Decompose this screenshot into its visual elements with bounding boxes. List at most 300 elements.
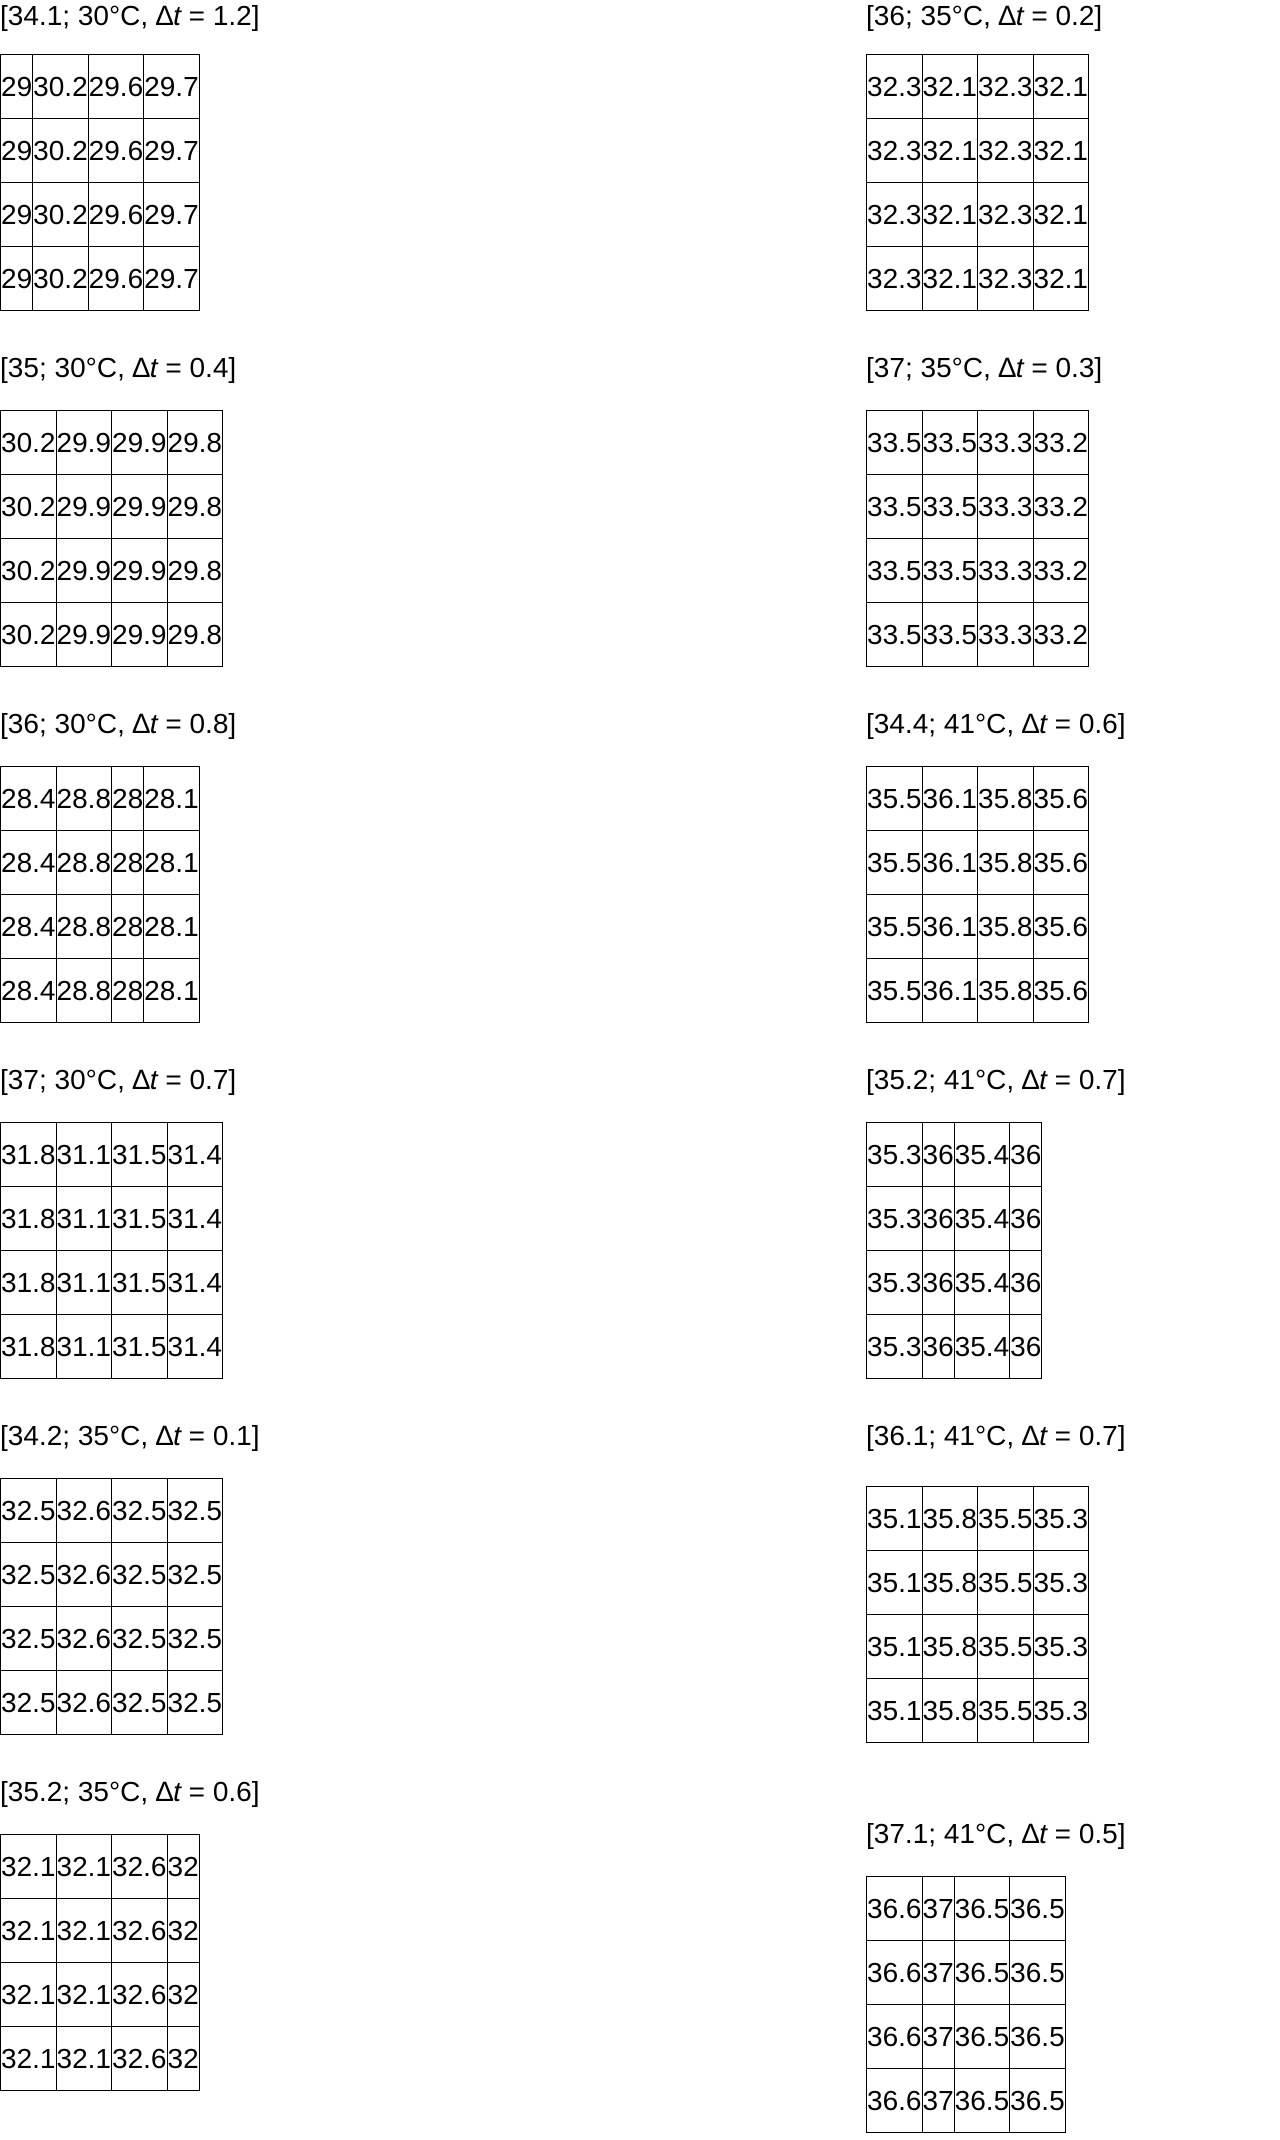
table-cell: 32.5 [167,1479,223,1543]
data-table [0,410,223,667]
table-cell: 36.6 [867,2069,923,2133]
table-cell: 32.1 [1,2027,57,2091]
table-cell: 36 [1010,1123,1042,1187]
table-row [1,1251,223,1315]
data-table [866,410,1089,667]
table-row [867,1487,1089,1551]
table-cell: 29.8 [167,411,223,475]
caption-temp: 41°C [943,1818,1007,1849]
block-caption: [37.1; 41°C, ∆t = 0.5] [866,1818,1126,1849]
caption-temp: 35°C [920,352,984,383]
data-table [0,766,200,1023]
table-cell: 35.5 [978,1615,1034,1679]
data-table [0,1834,200,2091]
table-cell: 35.3 [1033,1487,1089,1551]
table-cell: 35.5 [867,767,923,831]
caption-dt: 0.3 [1055,352,1095,383]
table-row [867,959,1089,1023]
block-caption: [35.2; 41°C, ∆t = 0.7] [866,1064,1126,1095]
table-cell: 30.2 [1,539,57,603]
table-cell: 29.6 [88,119,144,183]
table-cell: 33.5 [922,411,978,475]
table-cell: 28.8 [56,895,112,959]
table-cell: 29.6 [88,55,144,119]
table-cell: 32.1 [1,1835,57,1899]
table-cell: 28.4 [1,831,57,895]
table-cell: 29.7 [144,119,200,183]
caption-temp: 30°C [54,352,118,383]
table-cell: 33.5 [922,475,978,539]
table-cell: 35.5 [867,831,923,895]
table-cell: 35.3 [1033,1551,1089,1615]
table-row [1,1671,223,1735]
table-cell: 35.3 [867,1123,923,1187]
table-cell: 32.6 [112,1963,168,2027]
caption-temp: 30°C [54,1064,118,1095]
table-row [867,411,1089,475]
table-cell: 36 [1010,1187,1042,1251]
table-row [1,247,200,311]
table-cell: 29.9 [56,411,112,475]
table-row [867,1877,1066,1941]
caption-dt: 0.6 [212,1776,252,1807]
table-cell: 36.6 [867,2005,923,2069]
table-row [1,959,200,1023]
table-row [867,539,1089,603]
table-cell: 30.2 [33,247,89,311]
table-cell: 31.4 [167,1123,223,1187]
caption-dt: 1.2 [212,0,252,31]
caption-temp: 41°C [943,1064,1007,1095]
table-cell: 36 [922,1187,954,1251]
table-cell: 30.2 [33,119,89,183]
table-row [1,1543,223,1607]
caption-temp: 30°C [77,0,141,31]
table-row [867,1941,1066,2005]
table-cell: 28.1 [144,959,200,1023]
table-cell: 35.5 [867,959,923,1023]
table-cell: 32.5 [112,1607,168,1671]
table-cell: 33.3 [978,539,1034,603]
table-cell: 36.1 [922,895,978,959]
table-cell: 33.3 [978,411,1034,475]
caption-dt: 0.1 [212,1420,252,1451]
table-cell: 32 [167,1899,199,1963]
table-cell: 31.1 [56,1251,112,1315]
table-cell: 31.5 [112,1251,168,1315]
table-cell: 31.5 [112,1315,168,1379]
table-cell: 35.1 [867,1679,923,1743]
table-cell: 32.6 [112,1899,168,1963]
table-cell: 29.9 [112,475,168,539]
table-row [1,1899,200,1963]
data-table [866,766,1089,1023]
caption-dt: 0.8 [189,708,229,739]
table-cell: 36.5 [1010,2005,1066,2069]
table-cell: 35.3 [867,1251,923,1315]
caption-label: 35 [7,352,39,383]
table-cell: 35.6 [1033,895,1089,959]
table-cell: 32.5 [1,1479,57,1543]
block-caption: [34.1; 30°C, ∆t = 1.2] [0,0,260,31]
table-row [1,1963,200,2027]
block-caption: [35.2; 35°C, ∆t = 0.6] [0,1776,260,1807]
table-row [867,119,1089,183]
table-cell: 35.8 [978,959,1034,1023]
table-cell: 35.5 [978,1551,1034,1615]
table-row [867,2069,1066,2133]
caption-dt: 0.2 [1055,0,1095,31]
table-cell: 36.1 [922,831,978,895]
table-cell: 30.2 [33,55,89,119]
table-cell: 32.1 [1,1963,57,2027]
table-row [1,55,200,119]
table-cell: 32.1 [922,55,978,119]
table-cell: 28.1 [144,831,200,895]
table-cell: 32.5 [1,1671,57,1735]
table-cell: 32.5 [112,1479,168,1543]
caption-dt: 0.4 [189,352,229,383]
table-cell: 35.8 [978,767,1034,831]
table-cell: 29.7 [144,183,200,247]
table-row [1,411,223,475]
data-table [866,1486,1089,1743]
table-cell: 35.8 [922,1551,978,1615]
table-cell: 32.3 [867,55,923,119]
table-cell: 28.1 [144,895,200,959]
table-row [1,603,223,667]
data-table [866,54,1089,311]
table-cell: 32 [167,1835,199,1899]
table-cell: 29.8 [167,603,223,667]
block-caption: [34.4; 41°C, ∆t = 0.6] [866,708,1126,739]
table-row [1,1835,200,1899]
block-caption: [36.1; 41°C, ∆t = 0.7] [866,1420,1126,1451]
table-cell: 36 [1010,1251,1042,1315]
table-cell: 32.1 [922,247,978,311]
table-row [1,183,200,247]
table-cell: 31.4 [167,1315,223,1379]
table-cell: 29.8 [167,475,223,539]
caption-dt: 0.6 [1078,708,1118,739]
table-row [867,55,1089,119]
caption-temp: 41°C [943,708,1007,739]
table-cell: 28.4 [1,767,57,831]
table-cell: 36.5 [1010,2069,1066,2133]
caption-temp: 35°C [920,0,984,31]
table-cell: 33.5 [867,539,923,603]
table-row [867,1679,1089,1743]
table-cell: 29.9 [56,475,112,539]
table-cell: 35.6 [1033,959,1089,1023]
table-cell: 30.2 [1,411,57,475]
table-cell: 32.5 [167,1671,223,1735]
table-cell: 33.5 [922,603,978,667]
table-cell: 31.8 [1,1123,57,1187]
table-cell: 36.1 [922,767,978,831]
table-cell: 33.5 [867,603,923,667]
table-cell: 29.9 [112,411,168,475]
table-cell: 32.5 [1,1607,57,1671]
table-cell: 28 [112,895,144,959]
table-cell: 29.7 [144,55,200,119]
data-table [0,1122,223,1379]
table-cell: 29.7 [144,247,200,311]
table-cell: 31.5 [112,1187,168,1251]
block-caption: [37; 30°C, ∆t = 0.7] [0,1064,237,1095]
table-cell: 35.6 [1033,831,1089,895]
table-row [1,1607,223,1671]
table-cell: 36 [922,1315,954,1379]
data-table [0,1478,223,1735]
table-cell: 32.1 [1,1899,57,1963]
table-cell: 32.5 [1,1543,57,1607]
caption-label: 36.1 [873,1420,929,1451]
caption-dt: 0.7 [1078,1064,1118,1095]
table-cell: 32.6 [112,2027,168,2091]
table-row [867,2005,1066,2069]
table-row [867,183,1089,247]
table-cell: 35.6 [1033,767,1089,831]
table-cell: 32.1 [1033,55,1089,119]
table-cell: 32.3 [978,247,1034,311]
table-cell: 35.5 [978,1487,1034,1551]
table-cell: 32.6 [56,1479,112,1543]
table-cell: 32.1 [56,1899,112,1963]
table-cell: 33.2 [1033,411,1089,475]
table-cell: 37 [922,1877,954,1941]
caption-temp: 35°C [77,1420,141,1451]
table-cell: 32.5 [112,1543,168,1607]
table-cell: 28 [112,767,144,831]
table-cell: 28.4 [1,895,57,959]
caption-dt: 0.5 [1078,1818,1118,1849]
table-cell: 29.9 [56,603,112,667]
table-cell: 35.1 [867,1551,923,1615]
table-cell: 36.1 [922,959,978,1023]
table-row [1,2027,200,2091]
table-cell: 32.6 [56,1543,112,1607]
caption-temp: 41°C [943,1420,1007,1451]
caption-label: 35.2 [7,1776,63,1807]
table-row [867,1123,1042,1187]
table-cell: 31.8 [1,1315,57,1379]
table-cell: 36.6 [867,1877,923,1941]
table-cell: 29 [1,55,33,119]
table-cell: 36.5 [954,2069,1010,2133]
block-caption: [34.2; 35°C, ∆t = 0.1] [0,1420,260,1451]
table-cell: 31.1 [56,1315,112,1379]
caption-dt: 0.7 [1078,1420,1118,1451]
table-cell: 33.3 [978,475,1034,539]
table-row [1,895,200,959]
table-cell: 32.5 [112,1671,168,1735]
table-cell: 35.8 [922,1615,978,1679]
table-cell: 30.2 [1,603,57,667]
table-cell: 35.8 [978,831,1034,895]
table-row [1,831,200,895]
table-row [1,1187,223,1251]
table-cell: 32.3 [867,119,923,183]
table-cell: 32.3 [978,119,1034,183]
table-cell: 31.8 [1,1251,57,1315]
table-cell: 30.2 [1,475,57,539]
table-cell: 28.8 [56,767,112,831]
table-cell: 29.9 [112,603,168,667]
table-cell: 29 [1,119,33,183]
table-row [867,1551,1089,1615]
table-cell: 32 [167,1963,199,2027]
table-row [867,767,1089,831]
block-caption: [37; 35°C, ∆t = 0.3] [866,352,1103,383]
block-caption: [36; 30°C, ∆t = 0.8] [0,708,237,739]
table-row [867,1615,1089,1679]
table-row [1,1315,223,1379]
table-row [867,831,1089,895]
table-cell: 33.5 [922,539,978,603]
table-row [867,247,1089,311]
table-cell: 28.8 [56,831,112,895]
table-cell: 32.1 [56,1963,112,2027]
table-cell: 35.3 [867,1315,923,1379]
table-row [867,1251,1042,1315]
caption-label: 36 [873,0,905,31]
table-cell: 32.6 [56,1671,112,1735]
table-cell: 36.5 [1010,1941,1066,2005]
table-cell: 28 [112,831,144,895]
caption-label: 34.2 [7,1420,63,1451]
caption-label: 37.1 [873,1818,929,1849]
table-cell: 37 [922,1941,954,2005]
table-cell: 35.5 [978,1679,1034,1743]
caption-label: 36 [7,708,39,739]
data-table [866,1122,1042,1379]
table-cell: 36.6 [867,1941,923,2005]
table-cell: 32 [167,2027,199,2091]
caption-label: 37 [7,1064,39,1095]
table-row [1,475,223,539]
table-cell: 32.5 [167,1607,223,1671]
table-cell: 28.1 [144,767,200,831]
caption-label: 37 [873,352,905,383]
table-cell: 32.3 [867,247,923,311]
table-row [867,1187,1042,1251]
table-cell: 31.8 [1,1187,57,1251]
table-row [867,1315,1042,1379]
table-cell: 29.6 [88,183,144,247]
table-cell: 36.5 [954,1877,1010,1941]
table-cell: 32.1 [922,183,978,247]
caption-temp: 35°C [77,1776,141,1807]
table-cell: 29 [1,183,33,247]
table-row [867,475,1089,539]
table-cell: 37 [922,2069,954,2133]
table-cell: 35.4 [954,1187,1010,1251]
caption-dt: 0.7 [189,1064,229,1095]
table-cell: 35.3 [1033,1615,1089,1679]
table-cell: 35.3 [1033,1679,1089,1743]
table-cell: 35.3 [867,1187,923,1251]
table-cell: 31.1 [56,1187,112,1251]
table-cell: 35.8 [978,895,1034,959]
table-cell: 35.1 [867,1615,923,1679]
data-table [866,1876,1066,2133]
table-cell: 31.4 [167,1251,223,1315]
table-cell: 32.1 [922,119,978,183]
table-row [867,603,1089,667]
table-cell: 33.2 [1033,539,1089,603]
table-cell: 33.3 [978,603,1034,667]
table-cell: 36.5 [954,2005,1010,2069]
table-cell: 33.2 [1033,475,1089,539]
table-cell: 35.5 [867,895,923,959]
table-row [1,1479,223,1543]
table-cell: 33.2 [1033,603,1089,667]
data-table [0,54,200,311]
table-cell: 32.3 [978,55,1034,119]
caption-temp: 30°C [54,708,118,739]
table-cell: 35.4 [954,1315,1010,1379]
table-cell: 36.5 [1010,1877,1066,1941]
table-cell: 29 [1,247,33,311]
table-cell: 36.5 [954,1941,1010,2005]
caption-label: 34.4 [873,708,929,739]
table-cell: 28 [112,959,144,1023]
table-cell: 32.6 [112,1835,168,1899]
table-cell: 32.6 [56,1607,112,1671]
table-cell: 35.4 [954,1123,1010,1187]
block-caption: [36; 35°C, ∆t = 0.2] [866,0,1103,31]
table-cell: 29.9 [112,539,168,603]
caption-label: 35.2 [873,1064,929,1095]
table-cell: 36 [922,1251,954,1315]
table-row [867,895,1089,959]
table-cell: 33.5 [867,475,923,539]
table-cell: 29.8 [167,539,223,603]
table-cell: 35.1 [867,1487,923,1551]
block-caption: [35; 30°C, ∆t = 0.4] [0,352,237,383]
table-cell: 35.8 [922,1487,978,1551]
table-cell: 31.4 [167,1187,223,1251]
table-cell: 32.1 [1033,119,1089,183]
table-cell: 32.1 [1033,183,1089,247]
table-cell: 32.1 [56,1835,112,1899]
caption-label: 34.1 [7,0,63,31]
table-cell: 29.6 [88,247,144,311]
table-cell: 32.1 [1033,247,1089,311]
table-cell: 31.1 [56,1123,112,1187]
table-row [1,119,200,183]
table-row [1,1123,223,1187]
table-cell: 32.3 [867,183,923,247]
table-row [1,539,223,603]
table-cell: 28.4 [1,959,57,1023]
table-cell: 33.5 [867,411,923,475]
table-cell: 30.2 [33,183,89,247]
table-cell: 36 [922,1123,954,1187]
table-row [1,767,200,831]
table-cell: 29.9 [56,539,112,603]
table-cell: 35.4 [954,1251,1010,1315]
table-cell: 31.5 [112,1123,168,1187]
table-cell: 32.3 [978,183,1034,247]
table-cell: 36 [1010,1315,1042,1379]
table-cell: 37 [922,2005,954,2069]
table-cell: 32.1 [56,2027,112,2091]
table-cell: 32.5 [167,1543,223,1607]
table-cell: 35.8 [922,1679,978,1743]
table-cell: 28.8 [56,959,112,1023]
